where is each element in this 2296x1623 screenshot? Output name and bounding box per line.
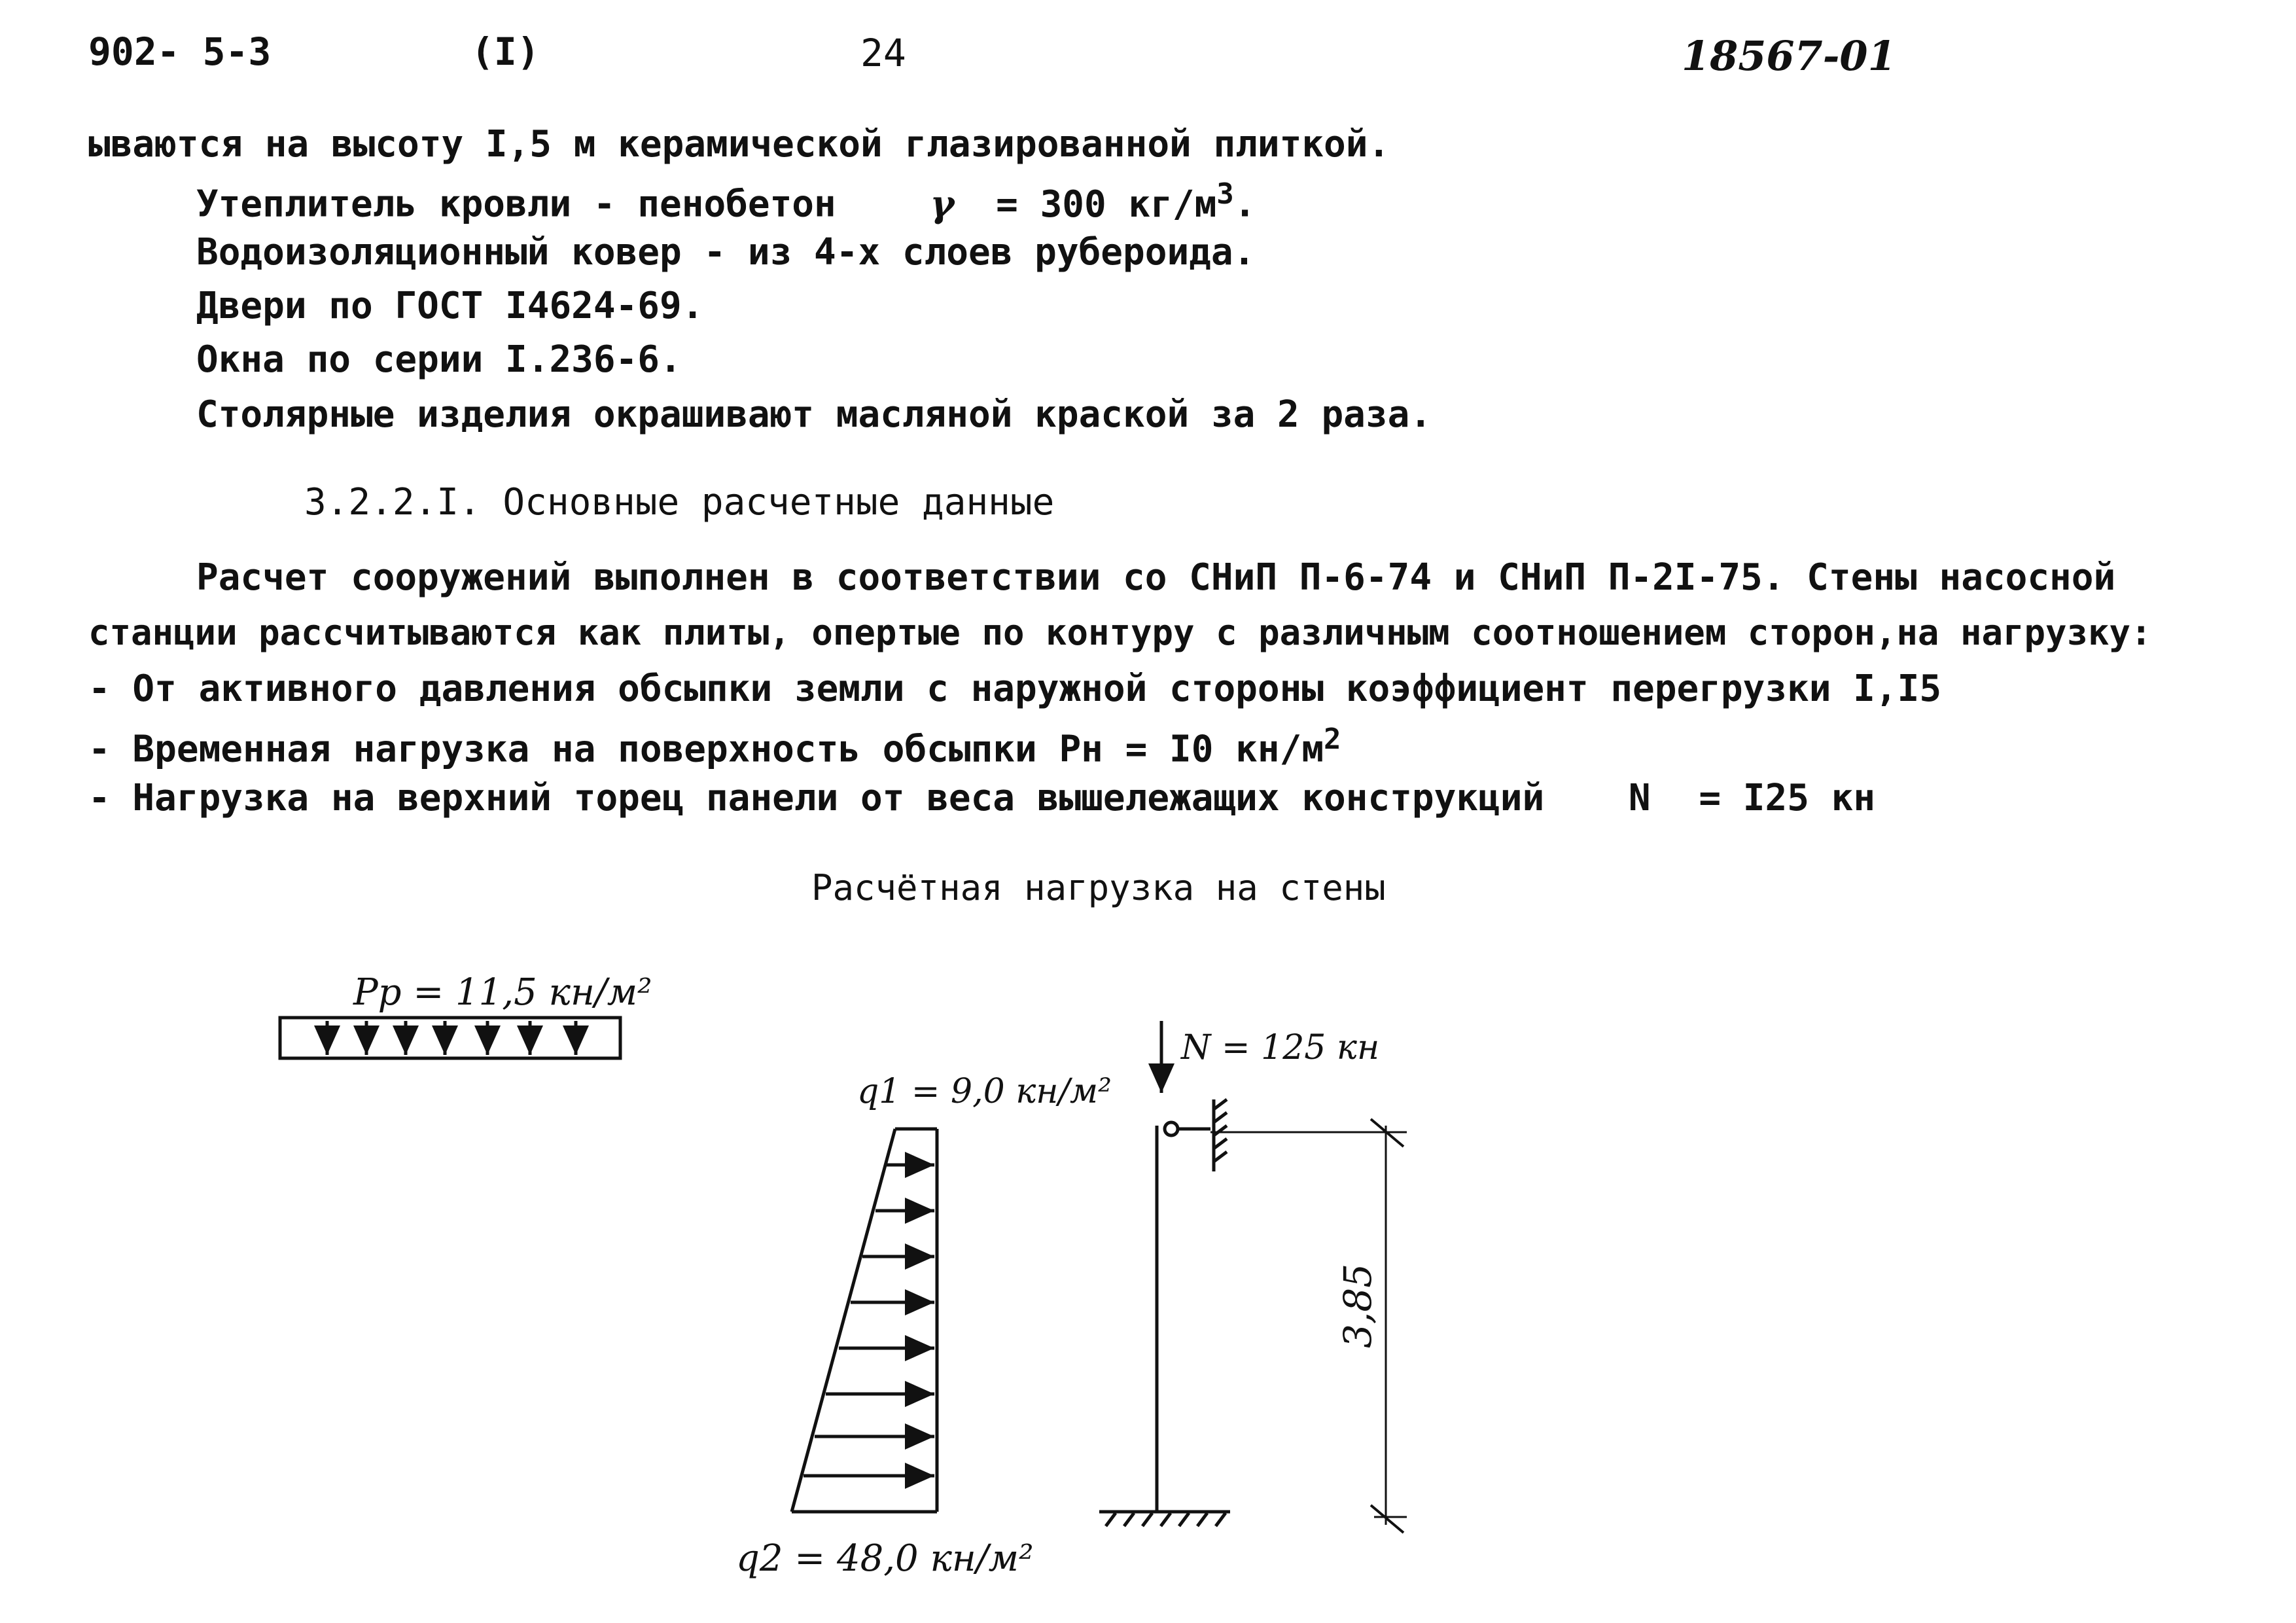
density-symbol: γ	[930, 182, 955, 226]
body-line-5: Окна по серии I.236-6.	[196, 338, 682, 381]
part-number: (I)	[471, 29, 540, 74]
body-line-1: ываются на высоту I,5 м керамической глазированной плиткой.	[88, 123, 1390, 166]
n-label: N = 125 кн	[1181, 1028, 1380, 1067]
pp-label: Pp = 11,5 кн/м²	[353, 971, 652, 1014]
q1-label: q1 = 9,0 кн/м²	[857, 1072, 1112, 1111]
page-number: 24	[860, 31, 906, 75]
n-symbol: N	[1628, 777, 1651, 819]
body-line-4: Двери по ГОСТ I4624-69.	[196, 285, 704, 327]
body-line-2-text: Утеплитель кровли - пенобетон	[196, 183, 836, 226]
density-exponent: 3	[1216, 177, 1234, 211]
diagram-caption: Расчётная нагрузка на стены	[811, 867, 1386, 908]
calc-line-2: станции рассчитываются как плиты, опертые по контуру с различным соотношением сторон,на нагрузку:	[88, 612, 2152, 653]
sheet-id: 18567-01	[1682, 32, 1896, 80]
calc-line-1: Расчет сооружений выполнен в соответствии со СНиП П-6-74 и СНиП П-2I-75. Стены насосной	[196, 556, 2116, 599]
load-exponent: 2	[1324, 722, 1341, 756]
height-label: 3,85	[1335, 1263, 1380, 1348]
density-end: .	[1233, 183, 1256, 226]
n-value: = I25 кн	[1699, 777, 1876, 819]
body-line-3: Водоизоляционный ковер - из 4-х слоев рубероида.	[196, 231, 1256, 274]
doc-code: 902- 5-3	[88, 29, 272, 74]
body-line-6: Столярные изделия окрашивают масляной краской за 2 раза.	[196, 393, 1432, 436]
soil-pressure-diagram	[792, 1129, 937, 1512]
density-value: = 300 кг/м	[996, 183, 1217, 226]
calc-line-4-text: - Временная нагрузка на поверхность обсыпки Рн = I0 кн/м	[88, 728, 1324, 771]
calc-line-5-text: - Нагрузка на верхний торец панели от веса вышележащих конструкций	[88, 777, 1545, 819]
surcharge-strip	[280, 1018, 620, 1058]
q2-label: q2 = 48,0 кн/м²	[736, 1537, 1034, 1580]
calc-line-3: - От активного давления обсыпки земли с наружной стороны коэффициент перегрузки I,I5	[88, 668, 1942, 710]
section-heading: 3.2.2.I. Основные расчетные данные	[304, 481, 1055, 524]
